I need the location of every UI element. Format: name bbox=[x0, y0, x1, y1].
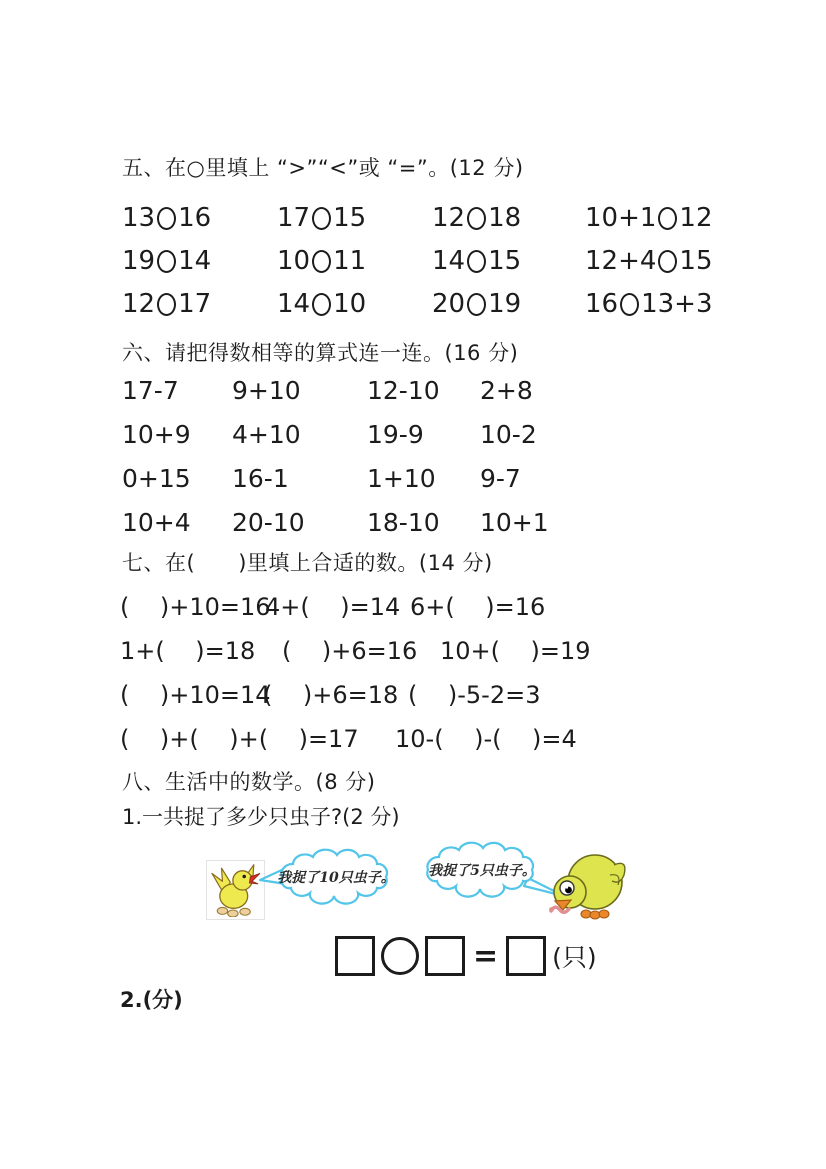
comparison-left: 17 bbox=[277, 202, 311, 233]
comparison-left: 14 bbox=[277, 288, 311, 319]
section7-heading: 七、在( )里填上合适的数。(14 分) bbox=[122, 551, 493, 575]
operator-circle[interactable] bbox=[381, 937, 419, 975]
equation-template bbox=[335, 936, 597, 976]
answer-circle[interactable] bbox=[658, 207, 677, 230]
answer-circle[interactable] bbox=[467, 250, 486, 273]
comparison-left: 12 bbox=[122, 288, 156, 319]
expression[interactable]: 17-7 bbox=[122, 375, 179, 405]
fill-in-expression[interactable]: ( )-5-2=3 bbox=[408, 681, 541, 709]
comparison-right: 15 bbox=[679, 245, 713, 276]
comparison-item bbox=[585, 282, 713, 325]
comparison-right: 18 bbox=[488, 202, 522, 233]
expression[interactable]: 10-2 bbox=[480, 419, 537, 449]
left-chick-illustration bbox=[209, 863, 262, 917]
comparison-left: 12+4 bbox=[585, 245, 657, 276]
expression[interactable]: 0+15 bbox=[122, 463, 191, 493]
expression[interactable]: 18-10 bbox=[367, 507, 440, 537]
fill-in-expression[interactable]: ( )+10=14 bbox=[120, 681, 271, 709]
comparison-right: 11 bbox=[333, 245, 367, 276]
section6-match-expressions bbox=[122, 368, 549, 544]
comparison-left: 10+1 bbox=[585, 202, 657, 233]
comparison-left: 10 bbox=[277, 245, 311, 276]
equals-sign: = bbox=[473, 938, 499, 974]
fill-in-expression[interactable]: ( )+( )+( )=17 bbox=[120, 725, 359, 753]
answer-circle[interactable] bbox=[467, 293, 486, 316]
fill-in-expression[interactable]: 10-( )-( )=4 bbox=[395, 725, 577, 753]
expression[interactable]: 2+8 bbox=[480, 375, 533, 405]
right-bubble-text: 我捉了5只虫子。 bbox=[428, 863, 536, 879]
section5-comparisons bbox=[122, 196, 713, 325]
comparison-item bbox=[585, 239, 713, 282]
comparison-item bbox=[585, 196, 713, 239]
comparison-right: 14 bbox=[178, 245, 212, 276]
comparison-left: 16 bbox=[585, 288, 619, 319]
expression[interactable]: 19-9 bbox=[367, 419, 424, 449]
left-chick-image-box bbox=[206, 860, 265, 920]
equation-unit: (只) bbox=[552, 943, 597, 972]
comparison-right: 15 bbox=[488, 245, 522, 276]
comparison-right: 13+3 bbox=[641, 288, 713, 319]
fill-in-expression[interactable]: 6+( )=16 bbox=[410, 593, 546, 621]
comparison-item bbox=[122, 196, 277, 239]
answer-circle[interactable] bbox=[157, 250, 176, 273]
answer-box[interactable] bbox=[506, 936, 546, 976]
section5-heading: 五、在○里填上 “>”“<”或 “=”。(12 分) bbox=[122, 156, 524, 180]
expression[interactable]: 12-10 bbox=[367, 375, 440, 405]
comparison-left: 12 bbox=[432, 202, 466, 233]
expression[interactable]: 16-1 bbox=[232, 463, 289, 493]
comparison-item bbox=[277, 282, 432, 325]
comparison-item bbox=[122, 282, 277, 325]
question1-text: 1.一共捉了多少只虫子?(2 分) bbox=[122, 805, 400, 829]
section8-heading: 八、生活中的数学。(8 分) bbox=[122, 770, 376, 794]
comparison-item bbox=[432, 196, 585, 239]
fill-in-row bbox=[120, 717, 591, 761]
right-chick-illustration bbox=[548, 845, 632, 923]
answer-circle[interactable] bbox=[157, 207, 176, 230]
answer-circle[interactable] bbox=[620, 293, 639, 316]
expression[interactable]: 20-10 bbox=[232, 507, 305, 537]
comparison-right: 19 bbox=[488, 288, 522, 319]
answer-circle[interactable] bbox=[312, 250, 331, 273]
fill-in-row bbox=[120, 629, 591, 673]
expression[interactable]: 10+9 bbox=[122, 419, 191, 449]
section6-heading: 六、请把得数相等的算式连一连。(16 分) bbox=[122, 341, 519, 365]
comparison-left: 19 bbox=[122, 245, 156, 276]
fill-in-expression[interactable]: ( )+10=16 bbox=[120, 593, 271, 621]
fill-in-expression[interactable]: 1+( )=18 bbox=[120, 637, 256, 665]
answer-box[interactable] bbox=[425, 936, 465, 976]
comparison-left: 20 bbox=[432, 288, 466, 319]
comparison-item bbox=[432, 282, 585, 325]
fill-in-row bbox=[120, 585, 591, 629]
expression[interactable]: 9-7 bbox=[480, 463, 521, 493]
expression[interactable]: 1+10 bbox=[367, 463, 436, 493]
answer-circle[interactable] bbox=[467, 207, 486, 230]
fill-in-expression[interactable]: ( )+6=18 bbox=[263, 681, 399, 709]
comparison-item bbox=[277, 239, 432, 282]
expression[interactable]: 9+10 bbox=[232, 375, 301, 405]
left-bubble-text: 我捉了10只虫子。 bbox=[277, 870, 395, 886]
question2-text: 2.(分) bbox=[120, 988, 183, 1012]
fill-in-expression[interactable]: 4+( )=14 bbox=[265, 593, 401, 621]
fill-in-row bbox=[120, 673, 591, 717]
comparison-right: 15 bbox=[333, 202, 367, 233]
section7-fill-in bbox=[120, 585, 591, 761]
answer-circle[interactable] bbox=[658, 250, 677, 273]
comparison-right: 10 bbox=[333, 288, 367, 319]
fill-in-expression[interactable]: ( )+6=16 bbox=[282, 637, 418, 665]
answer-box[interactable] bbox=[335, 936, 375, 976]
fill-in-expression[interactable]: 10+( )=19 bbox=[440, 637, 591, 665]
right-speech-bubble bbox=[420, 838, 566, 902]
comparison-left: 13 bbox=[122, 202, 156, 233]
answer-circle[interactable] bbox=[312, 207, 331, 230]
comparison-left: 14 bbox=[432, 245, 466, 276]
comparison-item bbox=[122, 239, 277, 282]
comparison-item bbox=[277, 196, 432, 239]
answer-circle[interactable] bbox=[157, 293, 176, 316]
expression[interactable]: 4+10 bbox=[232, 419, 301, 449]
comparison-right: 12 bbox=[679, 202, 713, 233]
comparison-right: 17 bbox=[178, 288, 212, 319]
answer-circle[interactable] bbox=[312, 293, 331, 316]
left-speech-bubble bbox=[258, 843, 422, 905]
comparison-item bbox=[432, 239, 585, 282]
expression[interactable]: 10+4 bbox=[122, 507, 191, 537]
expression[interactable]: 10+1 bbox=[480, 507, 549, 537]
comparison-right: 16 bbox=[178, 202, 212, 233]
